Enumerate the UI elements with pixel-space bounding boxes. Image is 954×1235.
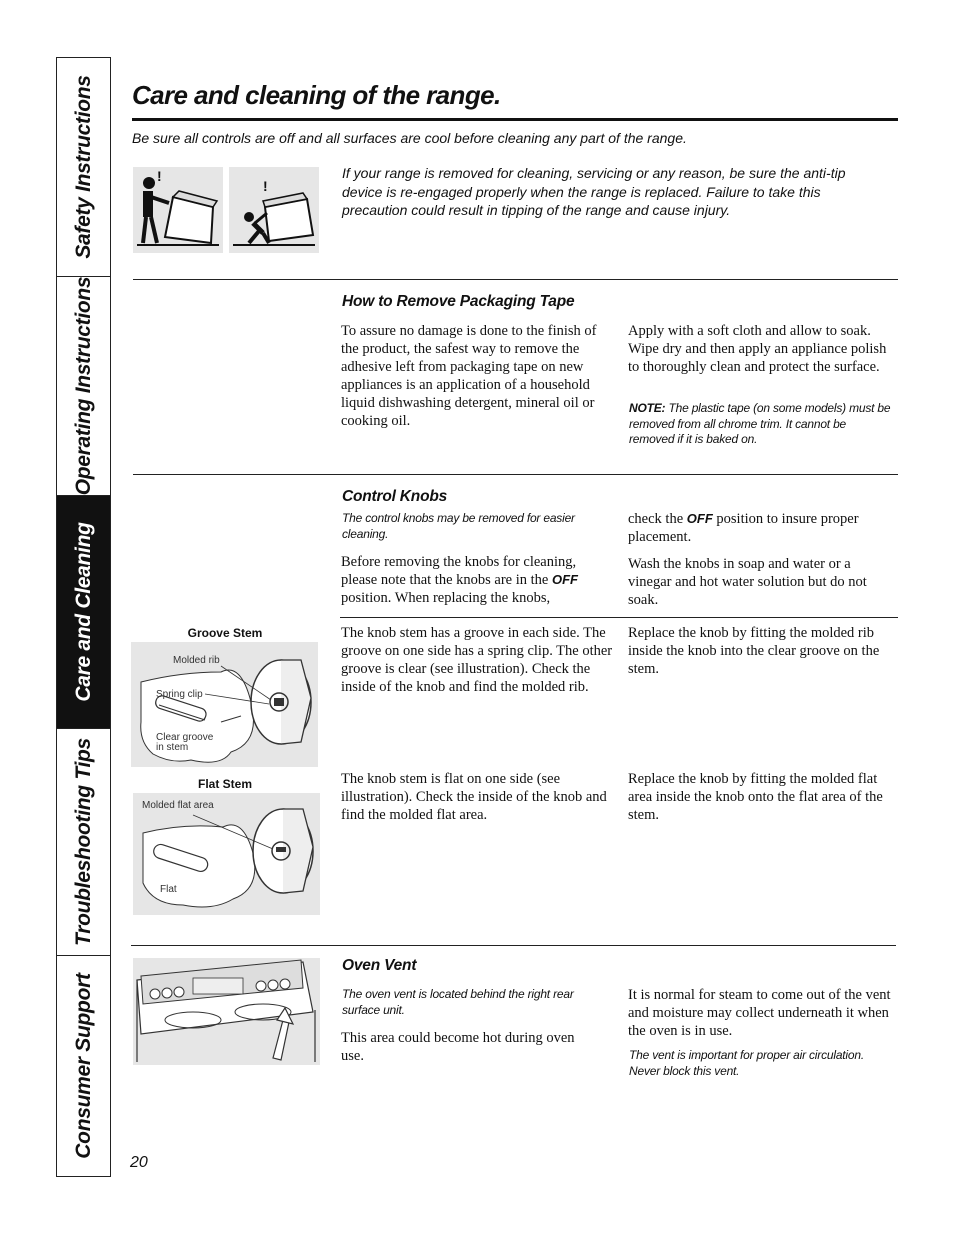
tab-troubleshooting-tips[interactable] bbox=[57, 729, 110, 956]
oven-vent-illustration bbox=[133, 958, 320, 1065]
groove-stem-illustration bbox=[131, 642, 318, 767]
text: position to insure proper placement. bbox=[628, 511, 859, 545]
tab-operating-instructions[interactable] bbox=[57, 277, 110, 496]
packaging-note bbox=[629, 401, 891, 448]
text: position. When replacing the knobs, bbox=[341, 590, 551, 606]
groove-left-text: The knob stem has a groove in each side. The groove on one side has a spring clip. The other groove is clear (see illustration). Check the inside of the knob and find the molded rib. bbox=[341, 625, 613, 695]
vent-right-text: It is normal for steam to come out of the vent and moisture may collect underneath it when the oven is in use. bbox=[628, 987, 891, 1039]
tab-label: Consumer Support bbox=[71, 973, 95, 1159]
callout-clear-groove: Clear groove bbox=[156, 732, 214, 743]
flat-left-text: The knob stem is flat on one side (see illustration). Check the inside of the knob and find the molded flat area. bbox=[341, 771, 607, 823]
knobs-right-text-1 bbox=[628, 510, 894, 546]
vent-heading: Oven Vent bbox=[342, 957, 417, 974]
tab-consumer-support[interactable] bbox=[57, 956, 110, 1176]
intro-text: Be sure all controls are off and all surfaces are cool before cleaning any part of the range. bbox=[132, 130, 687, 146]
tab-care-and-cleaning[interactable] bbox=[57, 496, 110, 729]
vent-left-text: This area could become hot during oven use. bbox=[341, 1030, 575, 1064]
knobs-heading: Control Knobs bbox=[342, 488, 448, 505]
callout-flat: Flat bbox=[160, 884, 177, 895]
groove-stem-label: Groove Stem bbox=[187, 626, 263, 640]
knobs-left-text bbox=[341, 553, 613, 607]
anti-tip-illustration-2 bbox=[229, 167, 319, 253]
callout-in-stem: in stem bbox=[156, 742, 189, 753]
sidebar-tabs bbox=[56, 57, 111, 1177]
off-keyword: OFF bbox=[552, 572, 578, 587]
flat-stem-label: Flat Stem bbox=[197, 777, 252, 791]
off-keyword: OFF bbox=[686, 511, 713, 526]
text: Before removing the knobs for cleaning, please note that the knobs are in the bbox=[341, 554, 577, 588]
knobs-right-text-2: Wash the knobs in soap and water or a vinegar and hot water solution but do not soak. bbox=[628, 556, 867, 608]
section-divider bbox=[133, 474, 898, 475]
tab-safety-instructions[interactable] bbox=[57, 58, 110, 277]
subsection-divider bbox=[340, 617, 898, 618]
text: check the bbox=[628, 511, 687, 527]
vent-note: The vent is important for proper air circulation. Never block this vent. bbox=[629, 1048, 864, 1078]
callout-molded-flat-area: Molded flat area bbox=[142, 800, 214, 811]
tab-label: Troubleshooting Tips bbox=[71, 738, 95, 946]
flat-stem-illustration bbox=[133, 793, 320, 915]
page-number: 20 bbox=[130, 1154, 148, 1171]
tab-label: Care and Cleaning bbox=[71, 522, 95, 702]
section-divider bbox=[133, 279, 898, 280]
tab-label: Safety Instructions bbox=[71, 75, 95, 259]
tab-label: Operating Instructions bbox=[71, 276, 95, 496]
groove-right-text: Replace the knob by fitting the molded rib inside the knob into the clear groove on the stem. bbox=[628, 625, 880, 677]
packaging-heading: How to Remove Packaging Tape bbox=[342, 293, 575, 310]
packaging-right-text: Apply with a soft cloth and allow to soak. Wipe dry and then apply an appliance polish to thoroughly clean and protect the surface. bbox=[628, 323, 887, 375]
section-divider bbox=[131, 945, 896, 946]
vent-subnote: The oven vent is located behind the right rear surface unit. bbox=[342, 987, 574, 1017]
flat-right-text: Replace the knob by fitting the molded flat area inside the knob onto the flat area of the stem. bbox=[628, 771, 883, 823]
note-text: The plastic tape (on some models) must be removed from all chrome trim. It cannot be removed if it is baked on. bbox=[629, 401, 891, 446]
svg-text:!: ! bbox=[157, 168, 162, 184]
page-title: Care and cleaning of the range. bbox=[132, 80, 501, 110]
title-rule bbox=[132, 118, 898, 121]
svg-text:!: ! bbox=[263, 178, 268, 194]
anti-tip-illustration-1 bbox=[133, 167, 223, 253]
packaging-left-text: To assure no damage is done to the finish of the product, the safest way to remove the adhesive left from packaging tape on new appliances is an application of a household liquid dishwashing detergent, mineral oil or cooking oil. bbox=[341, 323, 597, 429]
note-label: NOTE: bbox=[629, 401, 666, 415]
callout-molded-rib: Molded rib bbox=[173, 655, 220, 666]
anti-tip-warning: If your range is removed for cleaning, servicing or any reason, be sure the anti-tip device is re-engaged properly when the range is replaced. Failure to take this precaution could result in tipping of the range and cause injury. bbox=[342, 165, 846, 218]
callout-spring-clip: Spring clip bbox=[156, 689, 203, 700]
knobs-subnote: The control knobs may be removed for easier cleaning. bbox=[342, 511, 575, 541]
